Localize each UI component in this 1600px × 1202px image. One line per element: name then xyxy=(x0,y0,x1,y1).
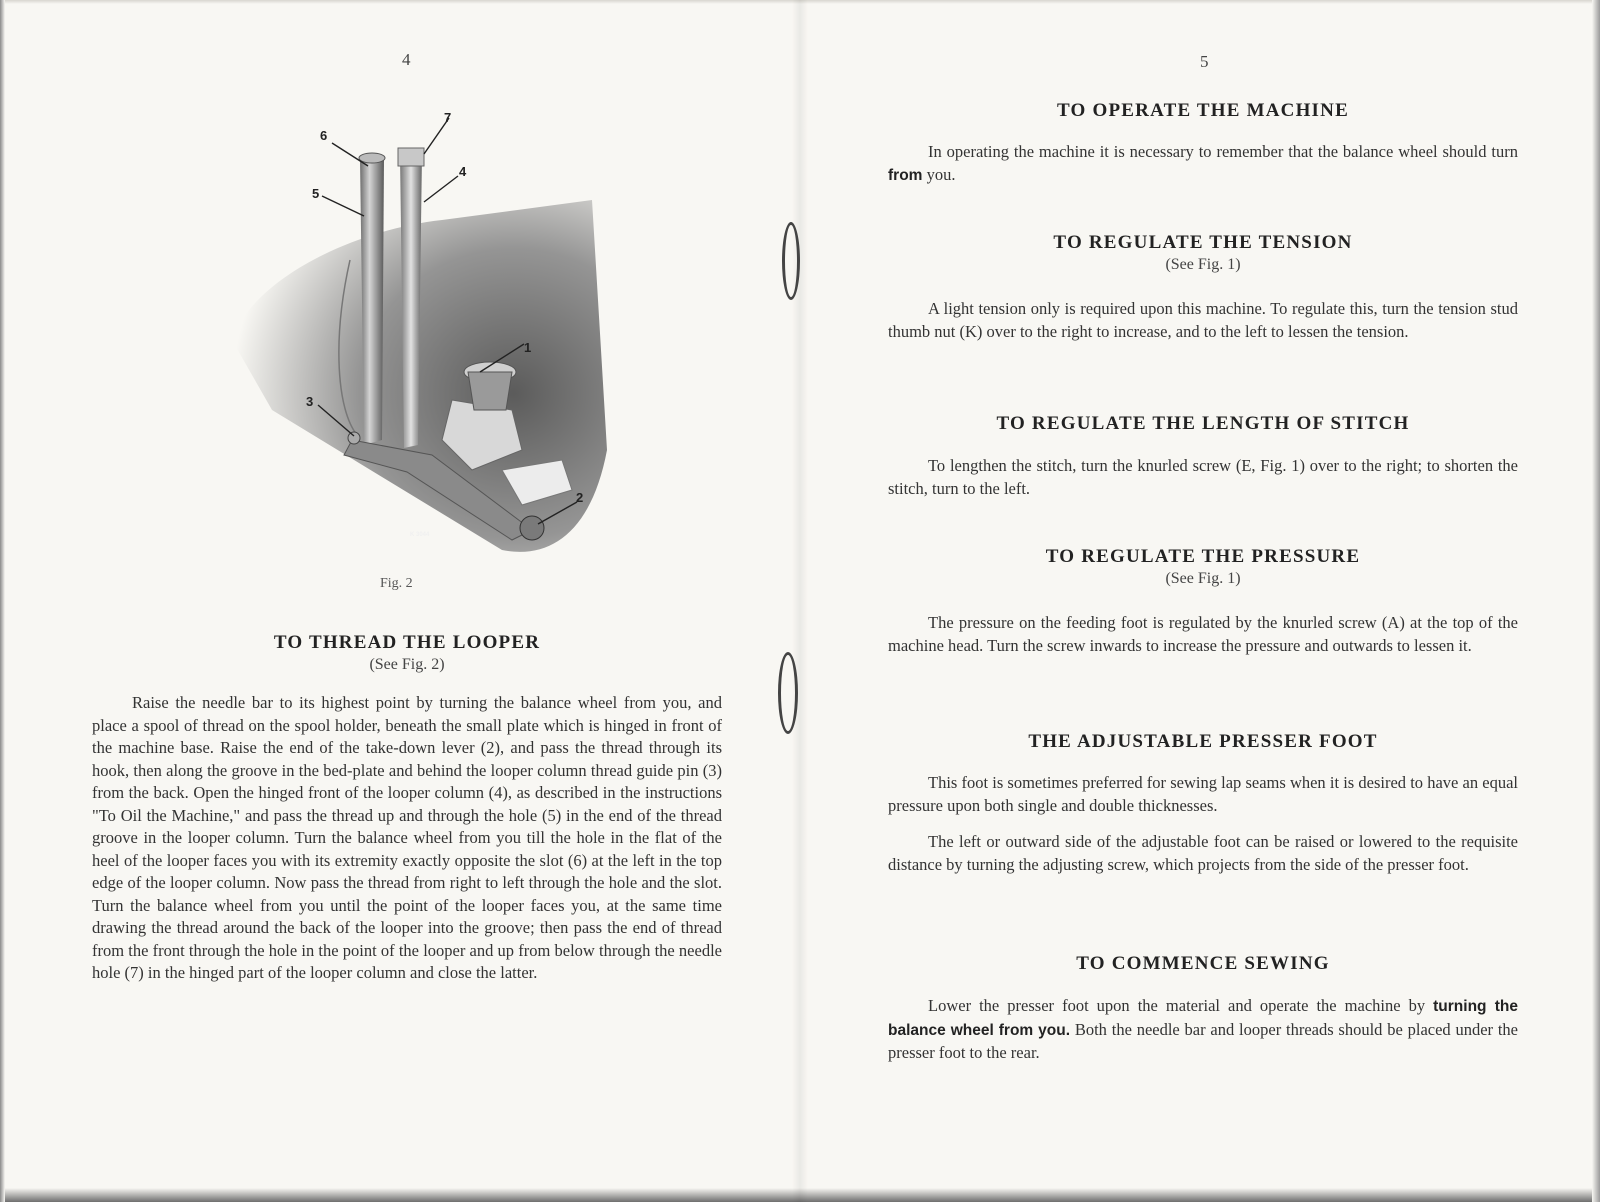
section-heading: TO OPERATE THE MACHINE xyxy=(1057,100,1349,121)
section-heading: TO REGULATE THE TENSION xyxy=(1053,232,1353,253)
body-paragraph: The left or outward side of the adjustable foot can be raised or lowered to the requisite distance by turning the adjusting screw, which projects from the side of the presser foot. xyxy=(888,832,1518,874)
page-number-right: 5 xyxy=(1200,52,1209,71)
section-heading: TO COMMENCE SEWING xyxy=(1076,953,1330,974)
callout-1: 1 xyxy=(524,340,532,355)
callout-3: 3 xyxy=(306,394,314,409)
body-paragraph: To lengthen the stitch, turn the knurled screw (E, Fig. 1) over to the right; to shorten the stitch, turn to the left. xyxy=(888,456,1518,498)
callout-7: 7 xyxy=(444,110,452,125)
pressure-text xyxy=(888,612,1518,657)
figure-caption: Fig. 2 xyxy=(380,576,413,591)
body-paragraph: In operating the machine it is necessary to remember that the balance wheel should turn from you. xyxy=(888,142,1518,184)
callout-4: 4 xyxy=(459,164,467,179)
section-heading: TO THREAD THE LOOPER xyxy=(273,632,541,653)
pressure-section xyxy=(888,546,1518,588)
body-paragraph: Raise the needle bar to its highest point by turning the balance wheel from you, and place a spool of thread on the spool holder, beneath the small plate which is hinged in front of the machine base. Raise the end of the take-down lever (2), and pass the thread through its hook, then along the groove in the bed-plate and behind the looper column thread guide pin (3) from the back. Open the hinged front of the looper column (4), as described in the instructions "To Oil the Machine," and pass the thread up and through the hole (5) in the end of the thread groove in the looper column. Turn the balance wheel from you till the hole in the flat of the heel of the looper faces you with its extremity exactly opposite the slot (6) at the left in the top edge of the looper column. Now pass the thread from right to left through the hole and the slot. Turn the balance wheel from you until the point of the looper faces you, at the same time drawing the thread around the back of the looper into the groove; then pass the end of thread from the front through the hole in the point of the looper and up from below through the needle hole (7) in the hinged part of the looper column and close the latter. xyxy=(92,693,722,982)
section-subheading: (See Fig. 2) xyxy=(369,656,445,673)
looper-illustration xyxy=(232,110,612,570)
body-paragraph: This foot is sometimes preferred for sewing lap seams when it is desired to have an equal pressure upon both single and double thicknesses. xyxy=(888,773,1518,815)
operate-text xyxy=(888,141,1518,187)
commence-section xyxy=(888,953,1518,975)
section-heading: TO REGULATE THE LENGTH OF STITCH xyxy=(996,413,1410,434)
section-subheading: (See Fig. 1) xyxy=(1165,256,1241,273)
callout-6: 6 xyxy=(320,128,328,143)
right-page xyxy=(800,0,1600,1202)
machine-figure xyxy=(232,110,612,570)
stitch-text xyxy=(888,455,1518,500)
section-subheading: (See Fig. 1) xyxy=(1165,570,1241,587)
operate-section xyxy=(888,100,1518,122)
tension-text xyxy=(888,298,1518,343)
commence-text xyxy=(888,995,1518,1065)
looper-column xyxy=(360,156,384,445)
presser-foot-section xyxy=(888,731,1518,753)
presser-foot-text xyxy=(888,772,1518,876)
callout-2: 2 xyxy=(576,490,584,505)
body-paragraph: The pressure on the feeding foot is regulated by the knurled screw (A) at the top of the machine head. Turn the screw inwards to increase the pressure and outwards to lessen it. xyxy=(888,613,1518,655)
body-paragraph: A light tension only is required upon this machine. To regulate this, turn the tension stud thumb nut (K) over to the right to increase, and to the left to lessen the tension. xyxy=(888,299,1518,341)
body-paragraph: Lower the presser foot upon the material and operate the machine by turning the balance wheel from you. Both the needle bar and looper threads should be placed under the presser foot to the rear. xyxy=(888,996,1518,1062)
tension-section xyxy=(888,232,1518,274)
page-number-left: 4 xyxy=(402,50,411,69)
thread-looper-section xyxy=(92,632,722,674)
section-heading: TO REGULATE THE PRESSURE xyxy=(1045,546,1361,567)
section-heading: THE ADJUSTABLE PRESSER FOOT xyxy=(1028,731,1378,752)
stitch-section xyxy=(888,413,1518,435)
callout-5: 5 xyxy=(312,186,320,201)
plate-mark: K 3044 xyxy=(410,532,430,538)
thread-looper-text xyxy=(92,692,722,985)
